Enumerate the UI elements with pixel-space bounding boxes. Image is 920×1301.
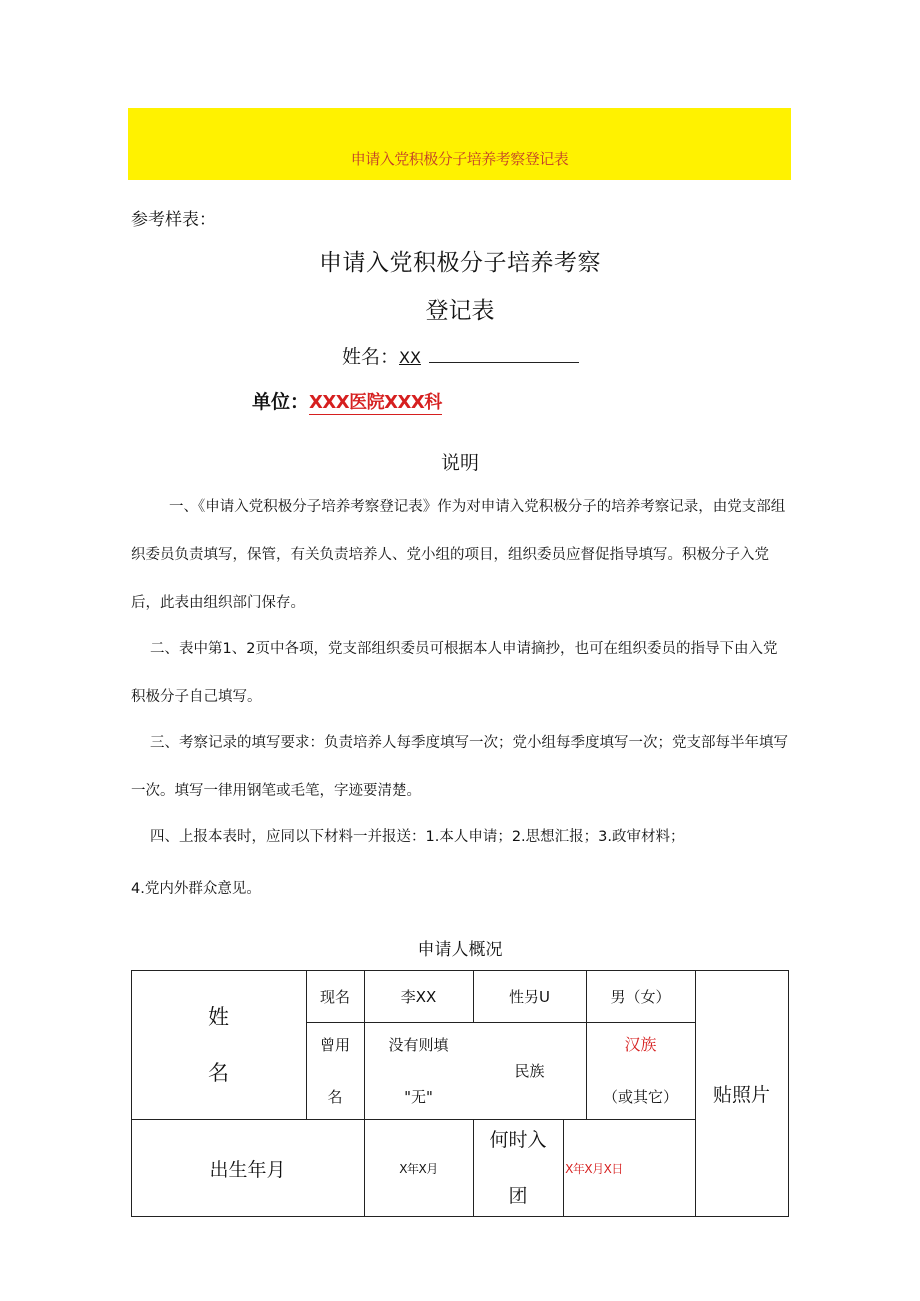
form-title-line1: 申请入党积极分子培养考察 (319, 250, 601, 276)
name-value: XX (399, 348, 421, 367)
league-join-label-line2: 团 (508, 1185, 528, 1207)
name-header-cell (131, 990, 306, 1100)
birth-value: X年X月 (399, 1161, 438, 1176)
name-field (342, 342, 579, 369)
former-name-value-line2: "无" (404, 1087, 433, 1106)
unit-field (252, 387, 442, 415)
birth-label: 出生年月 (209, 1158, 286, 1181)
photo-placeholder: 贴照片 (712, 1083, 770, 1106)
name-header-line2: 名 (208, 1061, 229, 1085)
league-join-label (473, 1119, 563, 1217)
name-underline (429, 348, 579, 363)
banner-title: 申请入党积极分子培养考察登记表 (350, 149, 569, 168)
current-name-value: 李XX (400, 987, 437, 1006)
gender-value: 男（女） (610, 987, 671, 1006)
current-name-label: 现名 (319, 987, 350, 1006)
unit-label: 单位： (252, 391, 310, 413)
league-join-value: X年X月X日 (565, 1161, 623, 1176)
explanation-paragraph-2: 二、表中第1、2页中各项，党支部组织委员可根据本人申请摘抄，也可在组织委员的指导下由入党积极分子自己填写。 (131, 641, 778, 705)
former-name-label-line1: 曾用 (319, 1035, 350, 1054)
form-title-line2: 登记表 (425, 298, 495, 324)
former-name-label (306, 1022, 364, 1119)
unit-value: XXX医院XXX科 (309, 388, 442, 415)
former-name-value-line1: 没有则填 (388, 1035, 449, 1054)
former-name-label-line2: 名 (327, 1087, 343, 1106)
ethnicity-value-line1: 汉族 (624, 1034, 657, 1054)
ethnicity-label: 民族 (514, 1062, 545, 1080)
header-banner (128, 108, 791, 180)
table-title: 申请人概况 (417, 940, 503, 960)
explanation-paragraph-1: 一、《申请入党积极分子培养考察登记表》作为对申请入党积极分子的培养考察记录，由党支部组织委员负责填写，保管，有关负责培养人、党小组的项目，组织委员应督促指导填写。积极分子入党后，此表由组织部门保存。 (131, 499, 786, 611)
explanation-paragraph-4: 四、上报本表时，应同以下材料一并报送：1.本人申请；2.思想汇报；3.政审材料； (150, 829, 685, 845)
reference-label: 参考样表： (131, 210, 216, 230)
former-name-value (364, 1022, 473, 1119)
league-join-label-line1: 何时入 (489, 1129, 547, 1151)
ethnicity-value-line2: （或其它） (602, 1087, 678, 1106)
explanation-paragraph-5: 4.党内外群众意见。 (131, 881, 261, 897)
name-header-line1: 姓 (208, 1005, 229, 1029)
name-label: 姓名： (342, 346, 400, 368)
ethnicity-value (586, 1022, 695, 1119)
gender-label: 性另U (509, 987, 550, 1006)
explanation-heading: 说明 (440, 452, 479, 474)
explanation-paragraph-3: 三、考察记录的填写要求：负责培养人每季度填写一次；党小组每季度填写一次；党支部每半年填写一次。填写一律用钢笔或毛笔，字迹要清楚。 (131, 735, 788, 799)
